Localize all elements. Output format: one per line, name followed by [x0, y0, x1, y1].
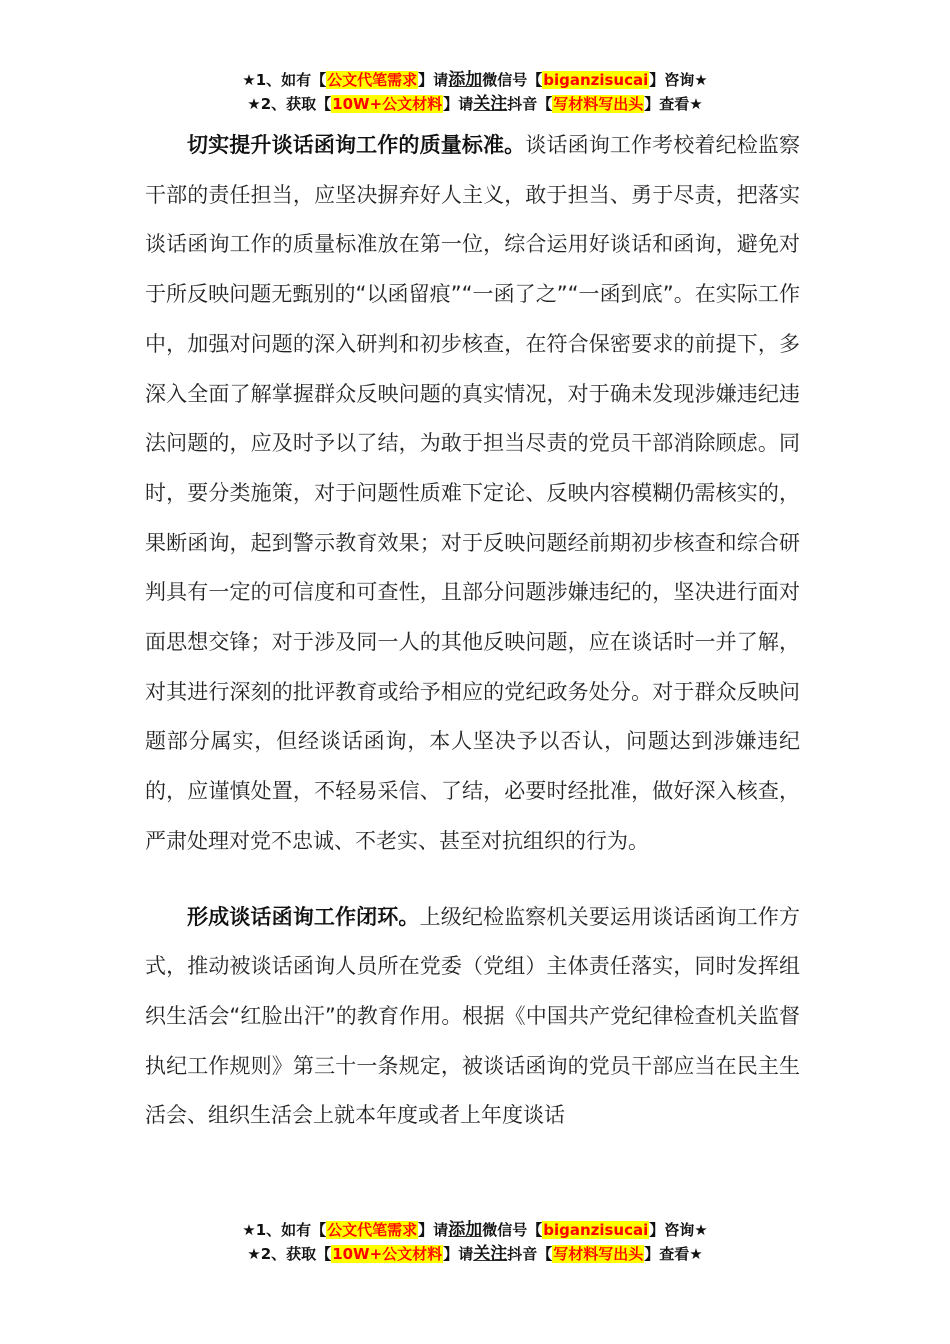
paragraph-lead: 切实提升谈话函询工作的质量标准。 — [187, 133, 526, 157]
paragraph-text: 谈话函询工作考校着纪检监察干部的责任担当，应坚决摒弃好人主义，敢于担当、勇于尽责，把落实谈话函询工作的质量标准放在第一位，综合运用好谈话和函询，避免对于所反映问题无甄别的“以函留痕”“一函了之”“一函到底”。在实际工作中，加强对问题的深入研判和初步核查，在符合保密要求的前提下，多深入全面了解掌握群众反映问题的真实情况，对于确未发现涉嫌违纪违法问题的，应及时予以了结，为敢于担当尽责的党员干部消除顾虑。同时，要分类施策，对于问题性质难下定论、反映内容模糊仍需核实的，果断函询，起到警示教育效果；对于反映问题经前期初步核查和综合研判具有一定的可信度和可查性，且部分问题涉嫌违纪的，坚决进行面对面思想交锋；对于涉及同一人的其他反映问题，应在谈话时一并了解，对其进行深刻的批评教育或给予相应的党纪政务处分。对于群众反映问题部分属实，但经谈话函询，本人坚决予以否认，问题达到涉嫌违纪的，应谨慎处置，不轻易采信、了结，必要时经批准，做好深入核查，严肃处理对党不忠诚、不老实、甚至对抗组织的行为。 — [145, 133, 801, 853]
banner-text: 】咨询★ — [649, 71, 708, 89]
highlight-douyin-id: 写材料写出头 — [553, 1245, 644, 1263]
highlight-wechat-id: biganzisucai — [543, 71, 649, 89]
highlight-service: 公文代笔需求 — [327, 71, 418, 89]
paragraph — [145, 121, 800, 867]
banner-line-2 — [0, 1242, 950, 1266]
banner-text: 抖音【 — [507, 95, 553, 113]
banner-text: ★2、获取【 — [247, 95, 332, 113]
banner-line-1 — [0, 68, 950, 92]
footer-banner — [0, 1218, 950, 1266]
banner-underlined-text: 添加 — [448, 1220, 483, 1240]
banner-underlined-text: 关注 — [473, 94, 508, 114]
header-banner — [0, 68, 950, 116]
paragraph — [145, 893, 800, 1142]
banner-line-2 — [0, 92, 950, 116]
banner-text: 】咨询★ — [649, 1221, 708, 1239]
banner-text: 微信号【 — [482, 71, 543, 89]
banner-text: 】查看★ — [644, 95, 703, 113]
banner-text: 】请 — [443, 1245, 474, 1263]
highlight-materials: 10W+公文材料 — [332, 1245, 443, 1263]
highlight-wechat-id: biganzisucai — [543, 1221, 649, 1239]
banner-underlined-text: 关注 — [473, 1244, 508, 1264]
paragraph-text: 上级纪检监察机关要运用谈话函询工作方式，推动被谈话函询人员所在党委（党组）主体责任落实，同时发挥组织生活会“红脸出汗”的教育作用。根据《中国共产党纪律检查机关监督执纪工作规则》第三十一条规定，被谈话函询的党员干部应当在民主生活会、组织生活会上就本年度或者上年度谈话 — [145, 904, 801, 1128]
document-body — [145, 121, 800, 1141]
banner-text: ★2、获取【 — [247, 1245, 332, 1263]
paragraph-lead: 形成谈话函询工作闭环。 — [187, 904, 420, 929]
banner-underlined-text: 添加 — [448, 70, 483, 90]
banner-text: 】请 — [418, 71, 449, 89]
banner-text: 】请 — [443, 95, 474, 113]
highlight-materials: 10W+公文材料 — [332, 95, 443, 113]
banner-text: ★1、如有【 — [242, 71, 327, 89]
banner-line-1 — [0, 1218, 950, 1242]
banner-text: 】请 — [418, 1221, 449, 1239]
highlight-service: 公文代笔需求 — [327, 1221, 418, 1239]
banner-text: 】查看★ — [644, 1245, 703, 1263]
highlight-douyin-id: 写材料写出头 — [553, 95, 644, 113]
banner-text: ★1、如有【 — [242, 1221, 327, 1239]
banner-text: 微信号【 — [482, 1221, 543, 1239]
banner-text: 抖音【 — [507, 1245, 553, 1263]
